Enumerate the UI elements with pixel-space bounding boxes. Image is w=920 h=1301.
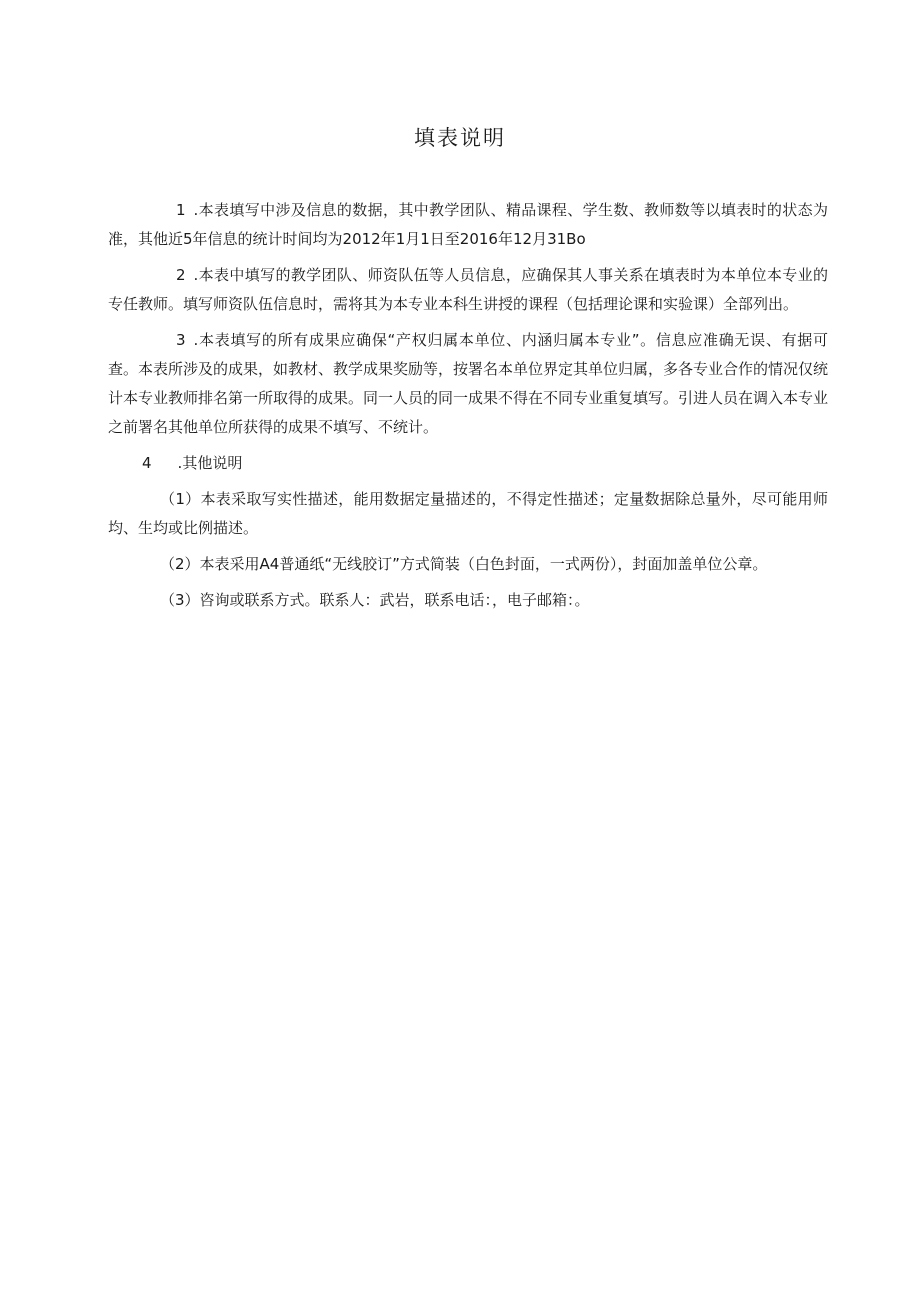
instruction-item-1 xyxy=(108,196,828,254)
item-text: .本表填写的所有成果应确保“产权归属本单位、内涵归属本专业”。信息应准确无误、有据可查。本表所涉及的成果，如教材、教学成果奖励等，按署名本单位界定其单位归属，多各专业合作的情况仅统计本专业教师排名第一所取得的成果。同一人员的同一成果不得在不同专业重复填写。引进人员在调入本专业之前署名其他单位所获得的成果不填写、不统计。 xyxy=(108,331,829,436)
item-text: .本表中填写的教学团队、师资队伍等人员信息，应确保其人事关系在填表时为本单位本专业的专任教师。填写师资队伍信息时，需将其为本专业本科生讲授的课程（包括理论课和实验课）全部列出。 xyxy=(108,266,828,313)
instruction-item-2 xyxy=(108,261,828,319)
sub-item-text: （2）本表采用A4普通纸“无线胶订”方式简装（白色封面，一式两份），封面加盖单位公章。 xyxy=(160,555,768,573)
sub-item-text: （1）本表采取写实性描述，能用数据定量描述的，不得定性描述；定量数据除总量外，尽可能用师均、生均或比例描述。 xyxy=(108,490,828,537)
sub-item-1 xyxy=(108,485,828,543)
item-number: 4 xyxy=(142,454,152,472)
sub-item-text: （3）咨询或联系方式。联系人：武岩，联系电话：，电子邮箱：。 xyxy=(160,591,590,609)
item-text: .本表填写中涉及信息的数据，其中教学团队、精品课程、学生数、教师数等以填表时的状态为准，其他近5年信息的统计时间均为2012年1月1日至2016年12月31Bo xyxy=(108,201,828,248)
instruction-item-3 xyxy=(108,326,828,442)
item-number: 3 xyxy=(176,331,186,349)
instruction-item-4 xyxy=(108,449,828,478)
item-number: 1 xyxy=(176,201,186,219)
page-title: 填表说明 xyxy=(414,126,506,150)
sub-item-3 xyxy=(108,586,828,615)
sub-item-2 xyxy=(108,550,828,579)
item-number: 2 xyxy=(176,266,186,284)
instructions-body xyxy=(108,196,828,615)
item-text: .其他说明 xyxy=(177,454,243,472)
